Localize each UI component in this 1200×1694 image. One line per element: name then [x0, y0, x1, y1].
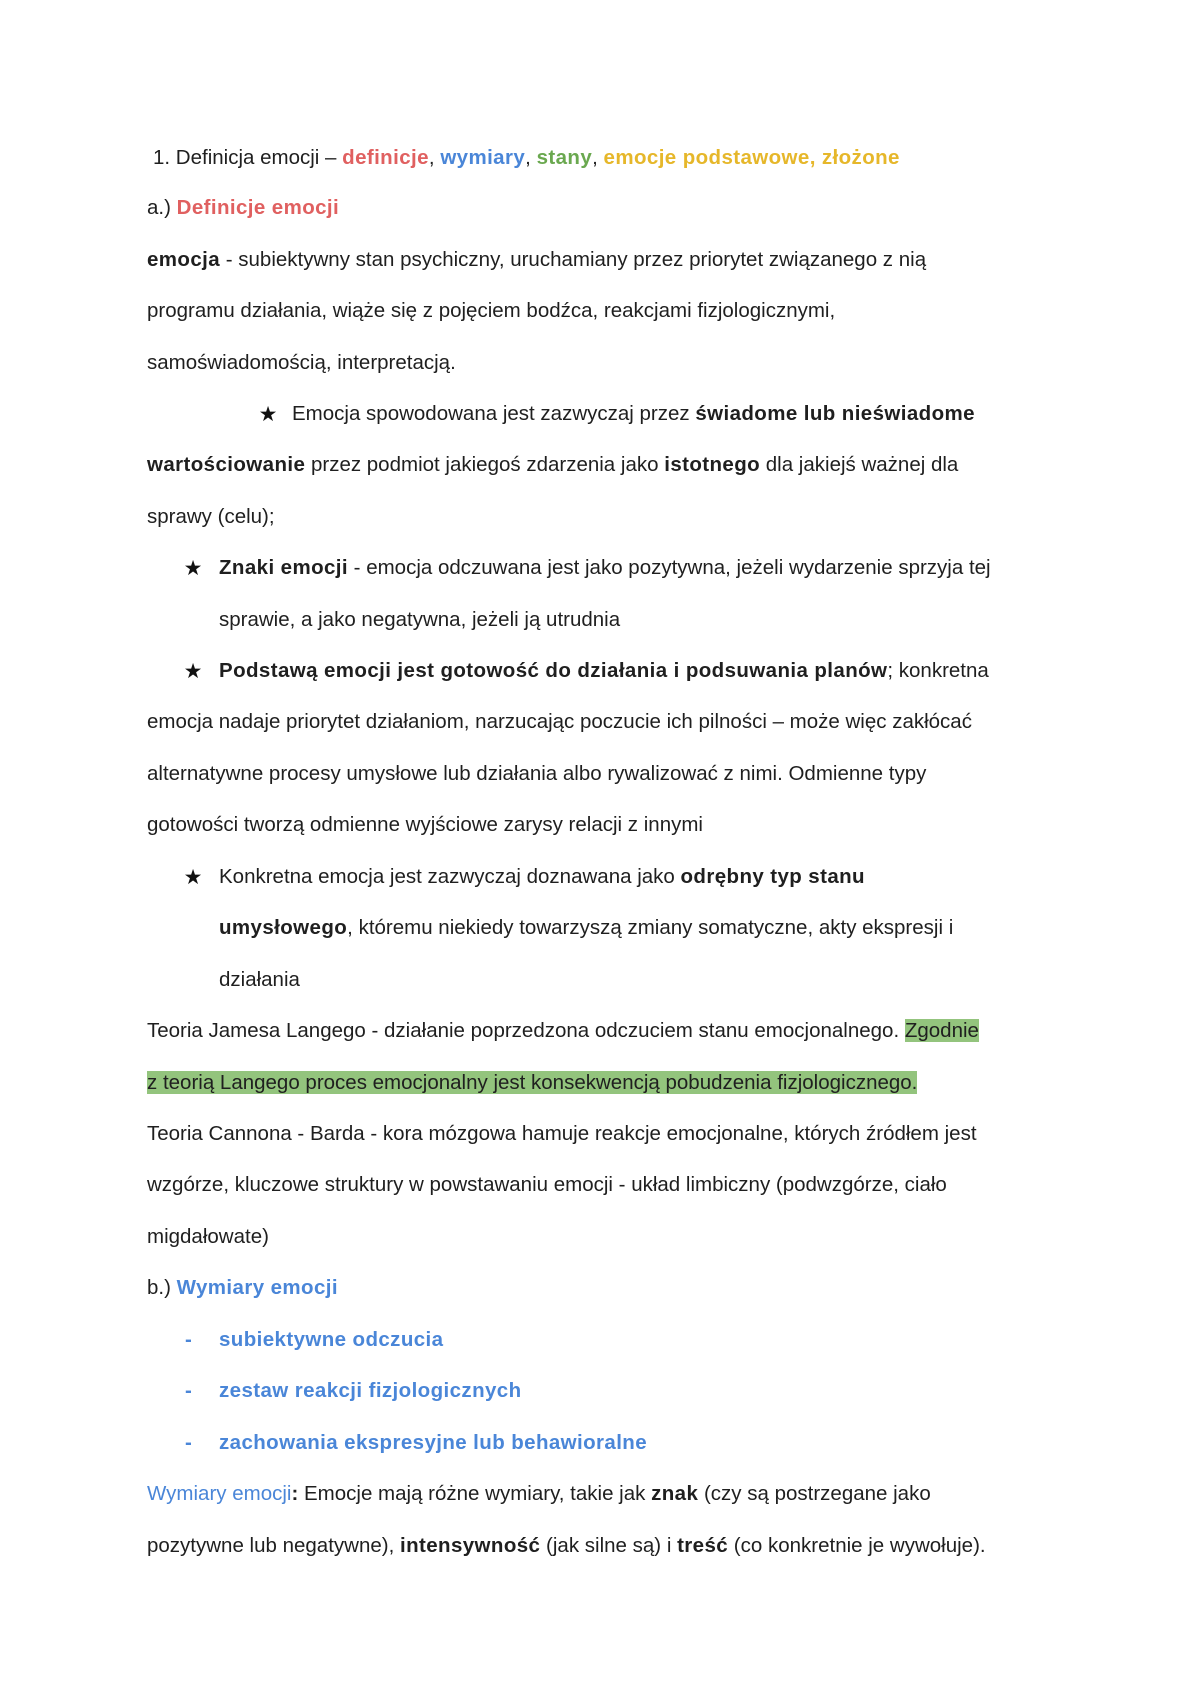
emocja-def-line-2: programu działania, wiąże się z pojęciem bodźca, reakcjami fizjologicznymi, — [147, 299, 836, 322]
star3-line-1 — [219, 656, 989, 686]
list-dash: - — [185, 1431, 192, 1454]
star-bullet-icon: ★ — [183, 659, 203, 683]
wymiary-note-label: Wymiary emocji — [147, 1482, 292, 1505]
wymiary-note-bold: intensywność — [399, 1534, 541, 1557]
heading-sep: , — [525, 146, 537, 169]
star1-bold: istotnego — [664, 453, 761, 476]
star2-bold: Znaki emocji — [219, 556, 348, 579]
emocja-text: - subiektywny stan psychiczny, uruchamiany przez priorytet związanego z nią — [220, 248, 927, 271]
heading-podstawowe: emocje podstawowe, złożone — [603, 146, 900, 169]
star1-text: dla jakiejś ważnej dla — [760, 453, 959, 476]
heading-sep: , — [592, 146, 604, 169]
star4-bold: odrębny typ stanu — [680, 865, 865, 888]
heading-line — [153, 143, 900, 173]
star-bullet-icon: ★ — [183, 556, 203, 580]
list-item: zachowania ekspresyjne lub behawioralne — [219, 1431, 648, 1454]
heading-wymiary: wymiary — [440, 146, 526, 169]
section-b-prefix: b.) — [147, 1276, 177, 1299]
heading-definicje: definicje — [342, 146, 429, 169]
section-a-title: Definicje emocji — [176, 196, 340, 219]
james-line-1 — [147, 1016, 979, 1046]
star1-text: przez podmiot jakiegoś zdarzenia jako — [305, 453, 665, 476]
star2-line-1 — [219, 553, 991, 583]
star1-line-2 — [147, 450, 958, 480]
star-bullet-icon: ★ — [258, 402, 278, 426]
emocja-term: emocja — [147, 248, 221, 271]
wymiary-note-colon: : — [291, 1482, 299, 1505]
star4-line-3: działania — [219, 968, 300, 991]
star4-text: Konkretna emocja jest zazwyczaj doznawana jako — [219, 865, 681, 888]
list-dash: - — [185, 1379, 192, 1402]
wymiary-note-text: (czy są postrzegane jako — [698, 1482, 931, 1505]
james-highlight: z teorią Langego proces emocjonalny jest konsekwencją pobudzenia fizjologicznego. — [147, 1071, 918, 1094]
emocja-def-line-3: samoświadomością, interpretacją. — [147, 351, 456, 374]
list-item: zestaw reakcji fizjologicznych — [219, 1379, 522, 1402]
james-highlight: Zgodnie — [904, 1019, 979, 1042]
heading-prefix: 1. Definicja emocji – — [153, 146, 343, 169]
star4-line-2 — [219, 913, 953, 943]
star3-text: ; konkretna — [887, 659, 989, 682]
james-line-2 — [147, 1068, 917, 1098]
wymiary-note-text: (co konkretnie je wywołuje). — [728, 1534, 986, 1557]
wymiary-note-text: (jak silne są) i — [540, 1534, 678, 1557]
list-item: subiektywne odczucia — [219, 1328, 444, 1351]
section-b-title: Wymiary emocji — [176, 1276, 338, 1299]
star1-bold: wartościowanie — [147, 453, 306, 476]
list-dash: - — [185, 1328, 192, 1351]
wymiary-note-text: pozytywne lub negatywne), — [147, 1534, 400, 1557]
star-bullet-icon: ★ — [183, 865, 203, 889]
cannon-line-3: migdałowate) — [147, 1225, 269, 1248]
star1-bold: świadome lub nieświadome — [695, 402, 975, 425]
star4-bold: umysłowego — [219, 916, 348, 939]
emocja-def-line-1 — [147, 245, 926, 275]
star2-text: - emocja odczuwana jest jako pozytywna, jeżeli wydarzenie sprzyja tej — [347, 556, 991, 579]
star3-line-4: gotowości tworzą odmienne wyjściowe zarysy relacji z innymi — [147, 813, 703, 836]
james-text: Teoria Jamesa Langego - działanie poprzedzona odczuciem stanu emocjonalnego. — [147, 1019, 905, 1042]
star4-line-1 — [219, 862, 865, 892]
wymiary-note-bold: znak — [651, 1482, 699, 1505]
heading-stany: stany — [536, 146, 593, 169]
star2-line-2: sprawie, a jako negatywna, jeżeli ją utrudnia — [219, 608, 621, 631]
heading-sep: , — [428, 146, 441, 169]
wymiary-note-text: Emocje mają różne wymiary, takie jak — [298, 1482, 652, 1505]
star1-line-3: sprawy (celu); — [147, 505, 275, 528]
star3-line-3: alternatywne procesy umysłowe lub działania albo rywalizować z nimi. Odmienne typy — [147, 762, 927, 785]
wymiary-note-line-1 — [147, 1479, 931, 1509]
section-b-heading — [147, 1273, 338, 1303]
star4-text: , któremu niekiedy towarzyszą zmiany somatyczne, akty ekspresji i — [347, 916, 954, 939]
star3-bold: Podstawą emocji jest gotowość do działania i podsuwania planów — [219, 659, 888, 682]
star1-line-1 — [292, 399, 975, 429]
section-a-heading — [147, 193, 339, 223]
star3-line-2: emocja nadaje priorytet działaniom, narzucając poczucie ich pilności – może więc zakłócać — [147, 710, 972, 733]
wymiary-note-line-2 — [147, 1531, 986, 1561]
cannon-line-1: Teoria Cannona - Barda - kora mózgowa hamuje reakcje emocjonalne, których źródłem jest — [147, 1122, 977, 1145]
section-a-prefix: a.) — [147, 196, 177, 219]
cannon-line-2: wzgórze, kluczowe struktury w powstawaniu emocji - układ limbiczny (podwzgórze, ciało — [147, 1173, 947, 1196]
wymiary-note-bold: treść — [677, 1534, 729, 1557]
star1-text: Emocja spowodowana jest zazwyczaj przez — [292, 402, 696, 425]
